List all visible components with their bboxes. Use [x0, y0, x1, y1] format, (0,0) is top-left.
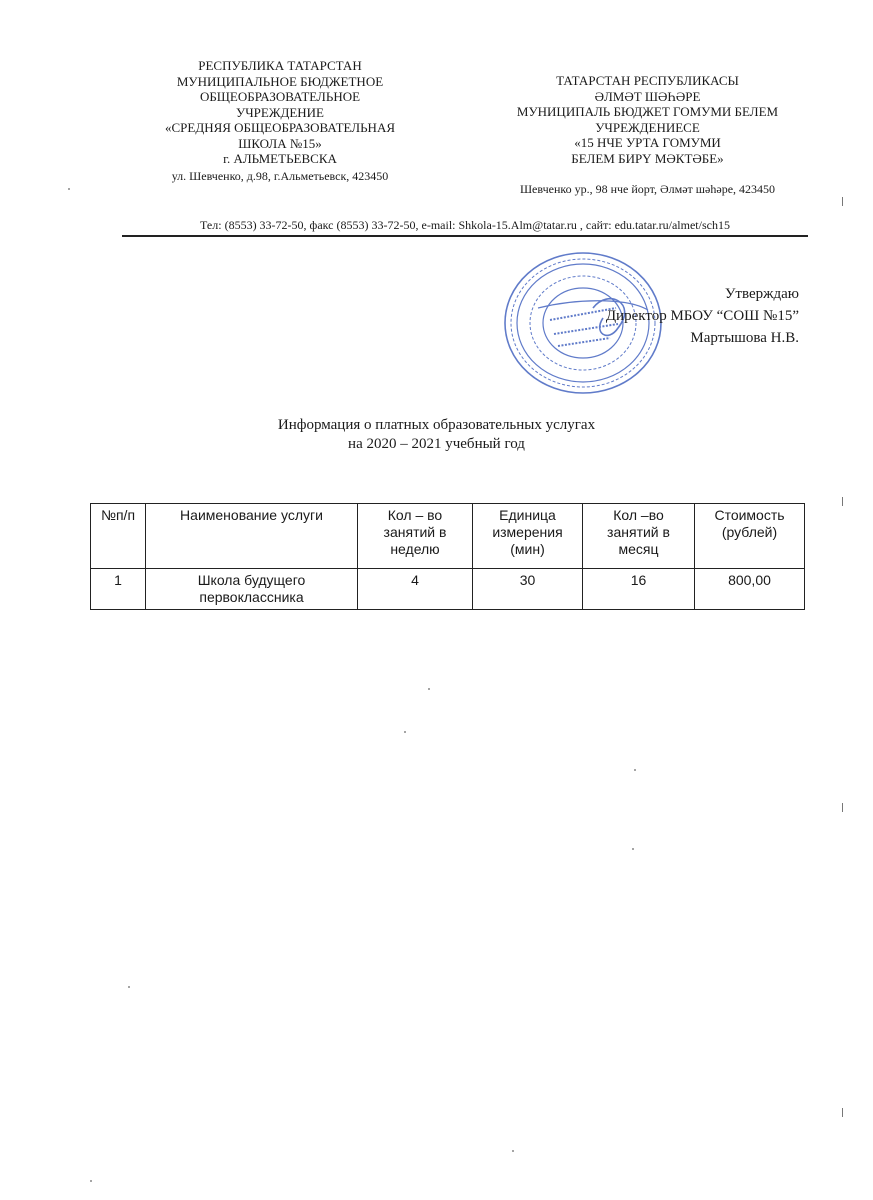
- cell-per-month: 16: [583, 569, 695, 610]
- header-right-line: БЕЛЕМ БИРҮ МӘКТӘБЕ»: [571, 150, 724, 166]
- header-left-block: [140, 58, 420, 184]
- scan-speck: [90, 1180, 92, 1182]
- col-number-header: №п/п: [91, 504, 146, 569]
- scan-speck: [632, 848, 634, 850]
- contacts-line: Тел: (8553) 33-72-50, факс (8553) 33-72-50, e-mail: Shkola-15.Alm@tatar.ru , сайт: edu.tatar.ru/almet/sch15: [200, 218, 730, 232]
- col-service-name-header: Наименование услуги: [146, 504, 358, 569]
- scan-speck: [512, 1150, 514, 1152]
- approval-block: [606, 283, 799, 349]
- header-left-line: УЧРЕЖДЕНИЕ: [236, 104, 324, 120]
- scan-speck: [404, 731, 406, 733]
- header-left-line: г. АЛЬМЕТЬЕВСКА: [223, 151, 337, 166]
- header-left-address: ул. Шевченко, д.98, г.Альметьевск, 423450: [171, 168, 389, 183]
- approval-position: Директор МБОУ “СОШ №15”: [605, 308, 799, 324]
- scan-speck: [128, 986, 130, 988]
- header-left-line: «СРЕДНЯЯ ОБЩЕОБРАЗОВАТЕЛЬНАЯ: [164, 120, 396, 135]
- title-line-1: Информация о платных образовательных услугах: [277, 417, 596, 433]
- scan-mark: [842, 1108, 843, 1117]
- header-divider: [122, 235, 808, 237]
- cell-per-week: 4: [358, 569, 473, 610]
- cell-unit: 30: [473, 569, 583, 610]
- col-unit-header: Единица измерения (мин): [473, 504, 583, 569]
- scan-mark: [842, 197, 843, 206]
- header-left-line: ОБЩЕОБРАЗОВАТЕЛЬНОЕ: [199, 89, 361, 104]
- scan-mark: [842, 497, 843, 506]
- scan-mark: [842, 803, 843, 812]
- header-right-block: [495, 73, 800, 198]
- header-right-line: ТАТАРСТАН РЕСПУБЛИКАСЫ: [556, 73, 739, 88]
- header-left-line: ШКОЛА №15»: [238, 135, 322, 151]
- header-right-line: МУНИЦИПАЛЬ БЮДЖЕТ ГОМУМИ БЕЛЕМ: [516, 104, 779, 119]
- header-left-line: МУНИЦИПАЛЬНОЕ БЮДЖЕТНОЕ: [176, 73, 384, 89]
- services-table: [90, 503, 805, 610]
- col-cost-header: Стоимость (рублей): [695, 504, 805, 569]
- col-per-week-header: Кол – во занятий в неделю: [358, 504, 473, 569]
- table-header-row: [91, 504, 805, 569]
- header-right-address: Шевченко ур., 98 нче йорт, Әлмәт шәһәре, 423450: [519, 182, 776, 196]
- scan-speck: [68, 188, 70, 190]
- cell-cost: 800,00: [695, 569, 805, 610]
- cell-service-name: Школа будущего первоклассника: [146, 569, 358, 610]
- title-line-2: на 2020 – 2021 учебный год: [348, 436, 525, 452]
- table-row: [91, 569, 805, 610]
- header-right-line: УЧРЕЖДЕНИЕСЕ: [595, 119, 700, 135]
- scan-speck: [428, 688, 430, 690]
- cell-number: 1: [91, 569, 146, 610]
- approval-name: Мартышова Н.В.: [690, 330, 799, 346]
- approval-label: Утверждаю: [724, 286, 799, 302]
- header-left-line: РЕСПУБЛИКА ТАТАРСТАН: [198, 58, 362, 73]
- header-right-line: «15 НЧЕ УРТА ГОМУМИ: [574, 135, 721, 150]
- header-right-line: ӘЛМӘТ ШӘҺӘРЕ: [594, 88, 701, 104]
- scan-speck: [634, 769, 636, 771]
- document-title: [0, 416, 873, 454]
- col-per-month-header: Кол –во занятий в месяц: [583, 504, 695, 569]
